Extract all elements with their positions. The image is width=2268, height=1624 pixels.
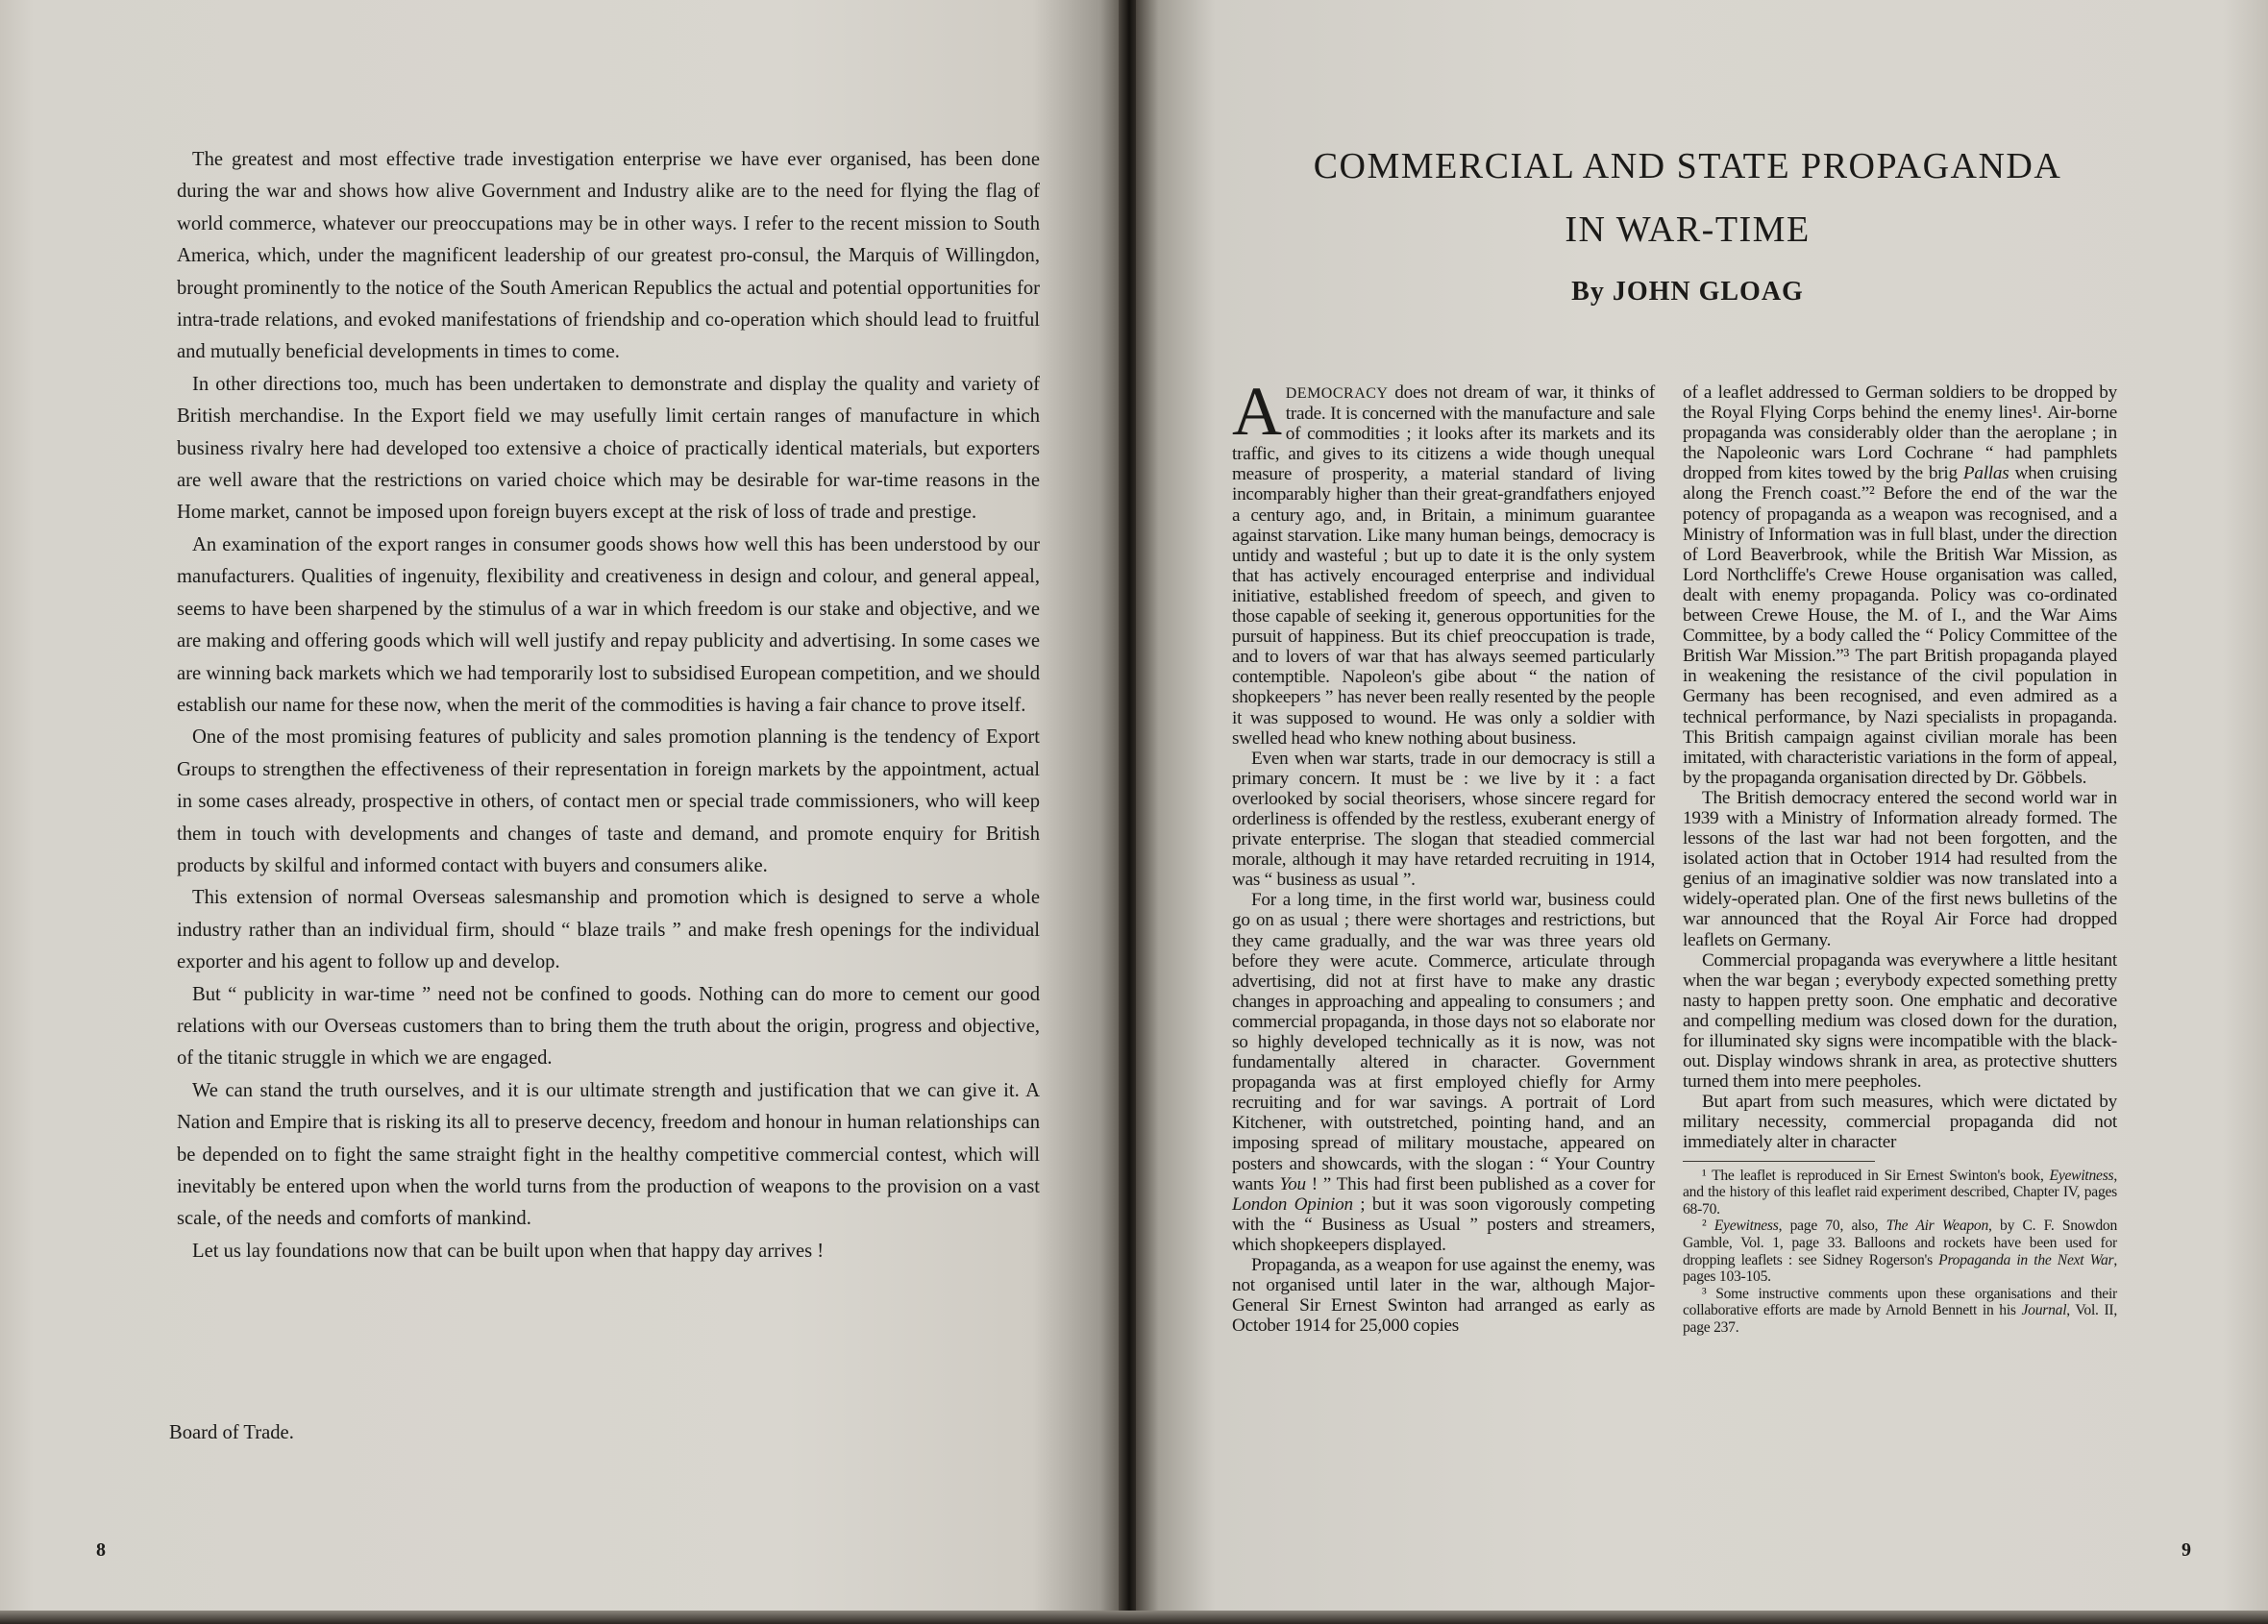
article-title (1219, 135, 2157, 261)
footnote-text: , by C. F. Snowdon Gamble, Vol. 1, page 33. Balloons and rockets have been used for dropping leaflets : see Sidney Rogerson's (1683, 1218, 2117, 1268)
left-page (0, 0, 1122, 1624)
paragraph-text: ; but it was soon vigorously competing with the “ Business as Usual ” posters and streamers, which shopkeepers displayed. (1232, 1193, 1655, 1255)
footnote-rule (1683, 1161, 1875, 1168)
italic-text: The Air Weapon (1886, 1218, 1989, 1235)
paragraph: The British democracy entered the second world war in 1939 with a Ministry of Information already formed. The lessons of the last war had not been forgotten, and the isolated action that in October 1914 had resulted from the genius of an imaginative soldier was now translated into a widely-operated plan. One of the first news bulletins of the war announced that the Royal Air Force had dropped leaflets on Germany. (1683, 787, 2117, 950)
left-page-body (177, 144, 1040, 1267)
footnote (1683, 1218, 2117, 1285)
paragraph-text: of a leaflet addressed to German soldiers to be dropped by the Royal Flying Corps behind the enemy lines¹. Air-borne propaganda was considerably older than the aeroplane ; in the Napoleonic wars Lord Cochrane “ had pamphlets dropped from kites towed by the brig (1683, 382, 2117, 484)
signoff: Board of Trade. (169, 1422, 294, 1443)
footnote-text: , and the history of this leaflet raid experiment described, Chapter IV, pages 68-70. (1683, 1167, 2117, 1218)
footnote-text: , Vol. II, page 237. (1683, 1302, 2117, 1336)
footnote-text: ¹ The leaflet is reproduced in Sir Ernest Swinton's book, (1702, 1167, 2050, 1184)
footnotes (1683, 1168, 2117, 1337)
footnote-text: ³ Some instructive comments upon these organisations and their collaborative efforts are made by Arnold Bennett in his (1683, 1285, 2117, 1319)
small-caps-lead: DEMOCRACY (1285, 385, 1389, 402)
paragraph (1232, 373, 1655, 749)
article-title-line-1: COMMERCIAL AND STATE PROPAGANDA (1313, 146, 2062, 186)
page-number-right: 9 (2182, 1539, 2191, 1561)
italic-text: Eyewitness (2049, 1167, 2114, 1184)
page-bottom-edge (0, 1611, 2268, 1624)
byline: By JOHN GLOAG (1571, 277, 1804, 307)
paragraph: Propaganda, as a weapon for use against the enemy, was not organised until later in the war, although Major-General Sir Ernest Swinton had arranged as early as October 1914 for 25,000 copies (1232, 1255, 1655, 1337)
paragraph: This extension of normal Overseas salesmanship and promotion which is designed to serve a whole industry rather than an individual firm, should “ blaze trails ” and make fresh openings for the individual exporter and his agent to follow up and develop. (177, 887, 1040, 973)
paragraph (1683, 382, 2117, 788)
footnote-text: , page 70, also, (1778, 1218, 1886, 1235)
paragraph: Commercial propaganda was everywhere a little hesitant when the war began ; everybody expected something pretty nasty to happen pretty soon. One emphatic and decorative and compelling medium was closed down for the duration, for illuminated sky signs were incompatible with the black-out. Display windows shrank in area, as protective shutters turned them into mere peepholes. (1683, 949, 2117, 1093)
paragraph-text: when cruising along the French coast.”² Before the end of the war the potency of propaganda as a weapon was recognised, and a Ministry of Information was in full blast, under the direction of Lord Beaverbrook, while the British War Mission, as Lord Northcliffe's Crewe House organisation was called, dealt with enemy propaganda. Policy was co-ordinated between Crewe House, the M. of I., and the War Aims Committee, by a body called the “ Policy Committee of the British War Mission.”³ The part British propaganda played in weakening the resistance of the civil population in Germany has been recognised, and even admired as a technical performance, by Nazi specialists in propaganda. This British campaign against civilian morale has been imitated, with characteristic variations in the form of appeal, by the propaganda organisation directed by Dr. Göbbels. (1683, 463, 2117, 788)
paragraph (1232, 890, 1655, 1255)
article-title-line-2: IN WAR-TIME (1565, 209, 1811, 250)
paragraph: One of the most promising features of publicity and sales promotion planning is the tendency of Export Groups to strengthen the effectiveness of their representation in foreign markets by the appointment, actual in some cases already, prospective in others, of contact men or special trade commissioners, who will keep them in touch with developments and changes of taste and demand, and promote enquiry for British products by skilful and informed contact with buyers and consumers alike. (177, 726, 1040, 876)
italic-text: Propaganda in the Next War (1938, 1251, 2114, 1268)
paragraph: We can stand the truth ourselves, and it is our ultimate strength and justification that we can give it. A Nation and Empire that is risking its all to preserve decency, freedom and honour in human relationships can be depended on to fight the same straight fight in the healthy competitive commercial contest, which will inevitably be entered upon when the world turns from the production of weapons to the provision on a vast scale, of the needs and comforts of mankind. (177, 1079, 1040, 1230)
italic-text: You (1279, 1173, 1306, 1194)
column-left (1232, 373, 1655, 1337)
paragraph-text: does not dream of war, it thinks of trade. It is concerned with the manufacture and sale of commodities ; it looks after its markets and its traffic, and gives to its citizens a wide though unequal measure of prosperity, a material standard of living incomparably higher than their great-grandfathers enjoyed a century ago, and, in Britain, a minimum guarantee against starvation. Like many human beings, democracy is untidy and wasteful ; but up to date it is the only system that has actively encouraged enterprise and individual initiative, established freedom of speech, and given to those capable of seeking it, generous opportunities for the pursuit of happiness. But its chief preoccupation is trade, and to lovers of war that has always seemed particularly contemptible. Napoleon's gibe about “ the nation of shopkeepers ” has never been really resented by the people it was supposed to wound. He was only a soldier with swelled head who knew nothing about business. (1232, 382, 1655, 749)
paragraph: Even when war starts, trade in our democracy is still a primary concern. It must be : we live by it : a fact overlooked by social theorisers, whose sincere regard for orderliness is offended by the restless, exuberant energy of private enterprise. The slogan that steadied commercial morale, although it may have retarded recruiting in 1914, was “ business as usual ”. (1232, 748, 1655, 891)
paragraph: Let us lay foundations now that can be built upon when that happy day arrives ! (192, 1240, 825, 1262)
footnote-text: , pages 103-105. (1683, 1251, 2117, 1286)
italic-text: Pallas (1962, 463, 2009, 484)
footnote (1683, 1286, 2117, 1337)
paragraph: The greatest and most effective trade investigation enterprise we have ever organised, has been done during the war and shows how alive Government and Industry alike are to the need for flying the flag of world commerce, whatever our preoccupations may be in other ways. I refer to the recent mission to South America, which, under the magnificent leadership of our greatest pro-consul, the Marquis of Willingdon, brought prominently to the notice of the South American Republics the actual and potential opportunities for intra-trade relations, and evoked manifestations of friendship and co-operation which should lead to fruitful and mutually beneficial developments in times to come. (177, 149, 1040, 363)
column-right (1683, 382, 2117, 1337)
paragraph: In other directions too, much has been undertaken to demonstrate and display the quality and variety of British merchandise. In the Export field we may usefully limit certain ranges of manufacture in which business rivalry here had developed too extensive a choice of practically identical materials, but exporters are well aware that the restrictions on varied choice which may be desirable for war-time reasons in the Home market, cannot be imposed upon foreign buyers except at the risk of loss of trade and prestige. (177, 373, 1040, 524)
paragraph: But “ publicity in war-time ” need not be confined to goods. Nothing can do more to cement our good relations with our Overseas customers than to bring them the truth about the origin, progress and objective, of the titanic struggle in which we are engaged. (177, 983, 1040, 1070)
italic-text: Journal (2021, 1302, 2067, 1319)
italic-text: Eyewitness (1713, 1218, 1779, 1235)
paragraph: But apart from such measures, which were dictated by military necessity, commercial propaganda did not immediately alter in character (1683, 1092, 2117, 1153)
italic-text: London Opinion (1232, 1193, 1353, 1215)
footnote-text: ² (1702, 1218, 1714, 1235)
right-page (1136, 0, 2268, 1624)
paragraph-text: ! ” This had first been published as a cover for (1305, 1173, 1655, 1194)
paragraph: An examination of the export ranges in consumer goods shows how well this has been understood by our manufacturers. Qualities of ingenuity, flexibility and creativeness in design and colour, and general appeal, seems to have been sharpened by the stimulus of a war in which freedom is our stake and objective, and we are making and offering goods which will well justify and repay publicity and advertising. In some cases we are winning back markets which we had temporarily lost to subsidised European competition, and we should establish our name for these now, when the merit of the commodities is having a fair chance to prove itself. (177, 533, 1040, 716)
drop-cap: A (1232, 373, 1282, 450)
footnote (1683, 1168, 2117, 1218)
page-number-left: 8 (96, 1539, 106, 1561)
paragraph-text: For a long time, in the first world war, business could go on as usual ; there were shortages and restrictions, but they came gradually, and the war was three years old before they were acute. Commerce, articulate through advertising, did not at first have to make any drastic changes in approaching and appealing to consumers ; and commercial propaganda, in those days not so elaborate nor so highly developed technically as it is now, was not fundamentally altered in character. Government propaganda was at first employed chiefly for Army recruiting and for war savings. A portrait of Lord Kitchener, with outstretched, pointing hand, and an imposing spread of military moustache, appeared on posters and showcards, with the slogan : “ Your Country wants (1232, 890, 1655, 1194)
